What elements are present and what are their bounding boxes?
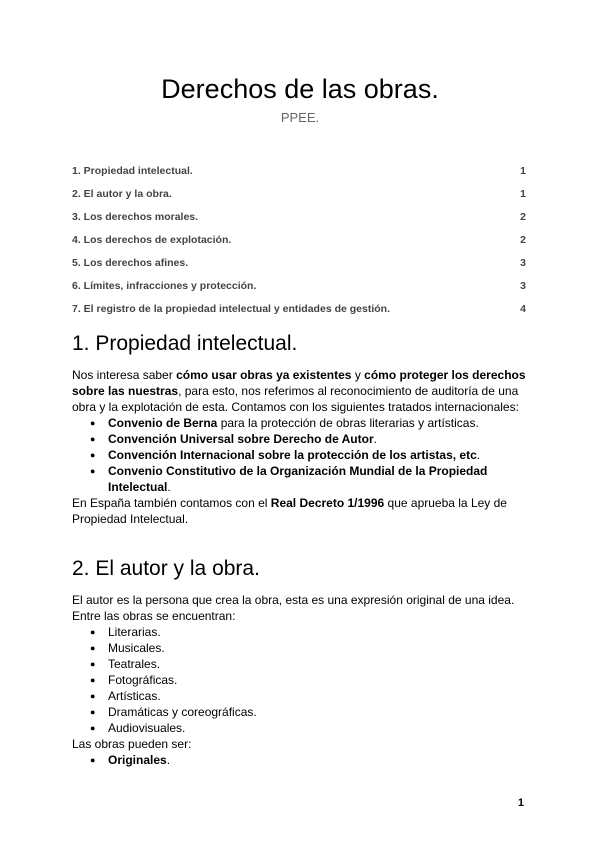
page-number: 1 <box>517 797 524 809</box>
toc-entry-label: 5. Los derechos afines. <box>72 257 189 269</box>
list-item: ● Convención Internacional sobre la protección de los artistas, etc. <box>108 447 528 463</box>
toc-entry[interactable] <box>72 300 526 323</box>
bullet-list <box>72 624 528 736</box>
list-item: ● Musicales. <box>108 640 528 656</box>
toc-entry[interactable] <box>72 208 526 231</box>
toc-entry-page: 3 <box>520 280 526 292</box>
toc-entry-label: 3. Los derechos morales. <box>72 211 199 223</box>
list-item: ● Convenio Constitutivo de la Organización Mundial de la Propiedad Intelectual. <box>108 463 528 495</box>
toc-entry[interactable] <box>72 231 526 254</box>
document-body <box>72 330 528 768</box>
toc-entry-label: 2. El autor y la obra. <box>72 188 172 200</box>
toc-entry-label: 6. Límites, infracciones y protección. <box>72 280 257 292</box>
document-subtitle: PPEE. <box>280 110 320 125</box>
toc-entry[interactable] <box>72 162 526 185</box>
paragraph: Entre las obras se encuentran: <box>72 609 236 623</box>
paragraph: Las obras pueden ser: <box>72 737 192 751</box>
list-item: ● Literarias. <box>108 624 528 640</box>
bullet-list <box>72 752 528 768</box>
list-item: ● Teatrales. <box>108 656 528 672</box>
toc-entry-label: 4. Los derechos de explotación. <box>72 234 232 246</box>
toc-entry-label: 1. Propiedad intelectual. <box>72 165 193 177</box>
toc-entry-page: 2 <box>520 211 526 223</box>
table-of-contents <box>72 162 526 323</box>
paragraph: Nos interesa saber cómo usar obras ya existentes y cómo proteger los derechos sobre las nuestras, para esto, nos referimos al reconocimiento de auditoría de una obra y la explotación de esta. Contamos con los siguientes tratados internacionales: <box>72 368 526 414</box>
toc-entry-page: 4 <box>520 303 526 315</box>
document-title: Derechos de las obras. <box>161 74 439 104</box>
list-item: ● Originales. <box>108 752 528 768</box>
list-item: ● Audiovisuales. <box>108 720 528 736</box>
list-item: ● Artísticas. <box>108 688 528 704</box>
section-heading: 2. El autor y la obra. <box>72 557 260 580</box>
toc-entry-label: 7. El registro de la propiedad intelectual y entidades de gestión. <box>72 303 390 315</box>
list-item: ● Convenio de Berna para la protección de obras literarias y artísticas. <box>108 415 528 431</box>
list-item: ● Convención Universal sobre Derecho de Autor. <box>108 431 528 447</box>
bullet-list <box>72 415 528 495</box>
toc-entry[interactable] <box>72 277 526 300</box>
list-item: ● Dramáticas y coreográficas. <box>108 704 528 720</box>
toc-entry-page: 1 <box>520 165 526 177</box>
toc-entry-page: 3 <box>520 257 526 269</box>
toc-entry[interactable] <box>72 185 526 208</box>
list-item: ● Fotográficas. <box>108 672 528 688</box>
toc-entry-page: 2 <box>520 234 526 246</box>
paragraph: En España también contamos con el Real Decreto 1/1996 que aprueba la Ley de Propiedad Intelectual. <box>72 496 507 526</box>
toc-entry[interactable] <box>72 254 526 277</box>
toc-entry-page: 1 <box>520 188 526 200</box>
section-heading: 1. Propiedad intelectual. <box>72 332 298 355</box>
paragraph: El autor es la persona que crea la obra, esta es una expresión original de una idea. <box>72 593 515 607</box>
